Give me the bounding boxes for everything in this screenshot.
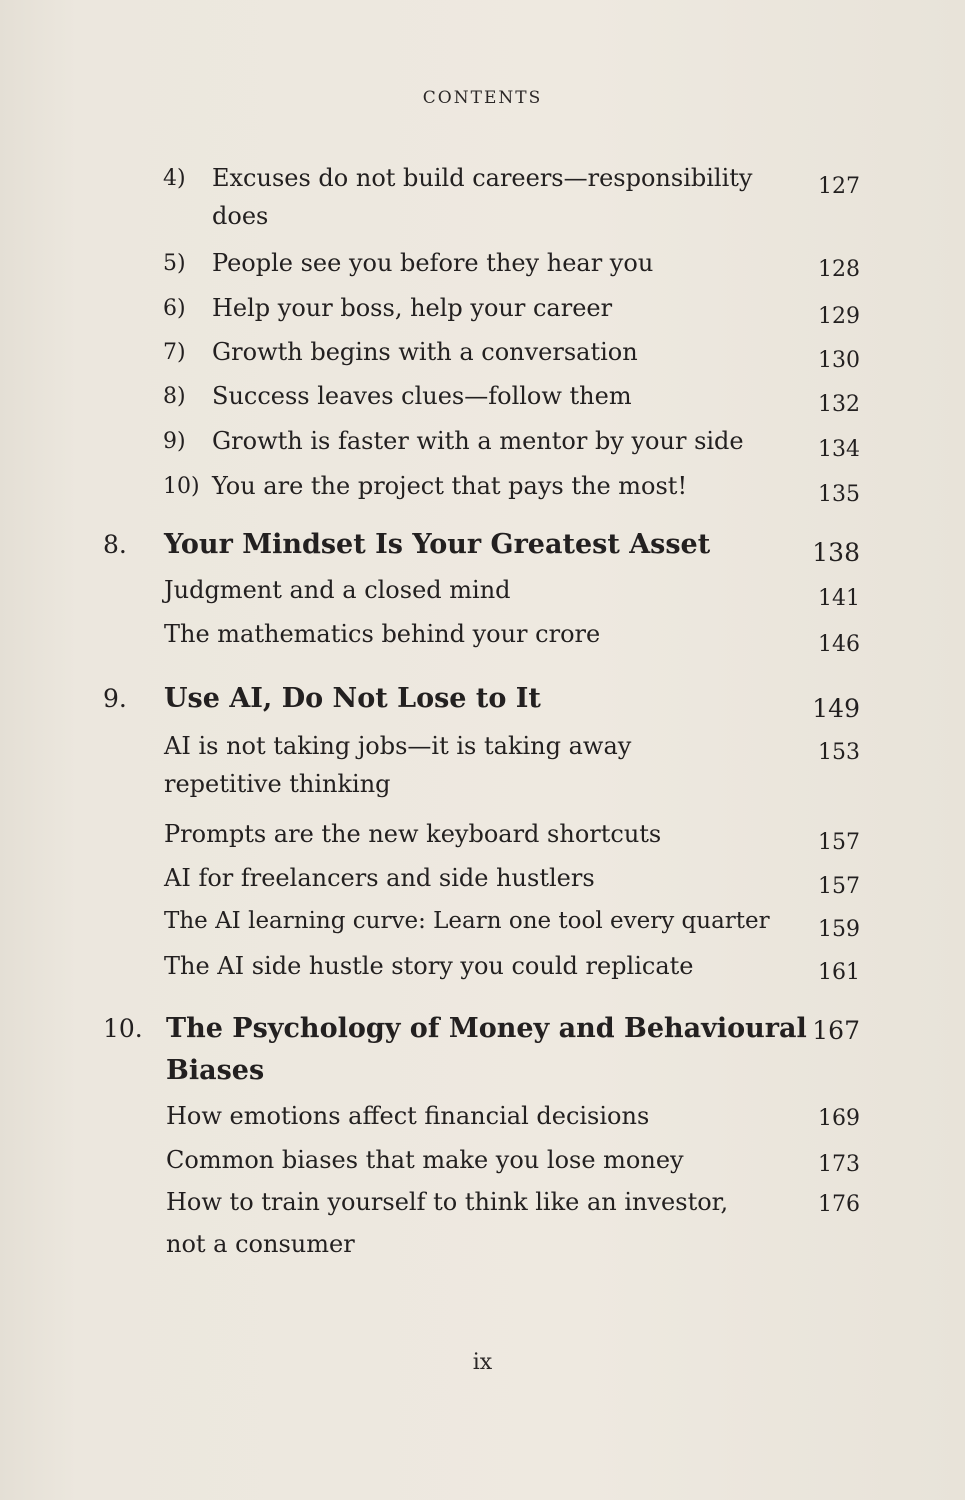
entry-page: 134 xyxy=(818,437,860,462)
entry-page: 141 xyxy=(818,586,860,611)
chapter-title-line: The Psychology of Money and Behavioural xyxy=(166,1013,807,1044)
running-head: CONTENTS xyxy=(422,88,543,108)
entry-title-line: The AI learning curve: Learn one tool every quarter xyxy=(164,908,770,934)
entry-title-line: You are the project that pays the most! xyxy=(212,472,688,500)
entry-title-line: AI for freelancers and side hustlers xyxy=(164,864,595,892)
chapter-page: 149 xyxy=(812,694,860,723)
entry-title-line: does xyxy=(212,202,269,230)
entry-number: 9) xyxy=(163,429,186,454)
entry-title-line: How emotions affect financial decisions xyxy=(166,1102,650,1130)
entry-number: 4) xyxy=(163,166,186,191)
entry-number: 6) xyxy=(163,296,186,321)
entry-title-line: Growth begins with a conversation xyxy=(212,338,638,366)
entry-page: 161 xyxy=(818,960,860,985)
entry-title-line: Help your boss, help your career xyxy=(212,294,613,322)
entry-title-line: The mathematics behind your crore xyxy=(164,620,601,648)
entry-title-line: not a consumer xyxy=(166,1230,355,1258)
entry-title-line: Success leaves clues—follow them xyxy=(212,382,632,410)
entry-number: 10) xyxy=(163,474,200,499)
entry-title-line: Excuses do not build careers—responsibility xyxy=(212,164,753,192)
entry-number: 5) xyxy=(163,251,186,276)
entry-number: 7) xyxy=(163,340,186,365)
entry-page: 127 xyxy=(818,174,860,199)
entry-title-line: Growth is faster with a mentor by your side xyxy=(212,427,744,455)
page-number: ix xyxy=(472,1350,493,1375)
entry-title-line: How to train yourself to think like an investor, xyxy=(166,1188,729,1216)
chapter-number: 8. xyxy=(103,530,127,559)
chapter-page: 167 xyxy=(812,1016,860,1045)
entry-title-line: Common biases that make you lose money xyxy=(166,1146,684,1174)
chapter-page: 138 xyxy=(812,538,860,567)
chapter-number: 10. xyxy=(103,1014,143,1043)
entry-number: 8) xyxy=(163,384,186,409)
entry-page: 176 xyxy=(818,1192,860,1217)
entry-title-line: AI is not taking jobs—it is taking away xyxy=(164,732,632,760)
entry-page: 157 xyxy=(818,874,860,899)
entry-title-line: Judgment and a closed mind xyxy=(164,576,511,604)
entry-title-line: Prompts are the new keyboard shortcuts xyxy=(164,820,662,848)
entry-page: 173 xyxy=(818,1152,860,1177)
entry-page: 129 xyxy=(818,304,860,329)
entry-page: 169 xyxy=(818,1106,860,1131)
entry-page: 132 xyxy=(818,392,860,417)
entry-title-line: repetitive thinking xyxy=(164,770,391,798)
chapter-title-line: Use AI, Do Not Lose to It xyxy=(164,683,541,714)
entry-title-line: People see you before they hear you xyxy=(212,249,654,277)
entry-title-line: The AI side hustle story you could replicate xyxy=(164,952,694,980)
entry-page: 159 xyxy=(818,917,860,942)
entry-page: 146 xyxy=(818,632,860,657)
entry-page: 157 xyxy=(818,830,860,855)
entry-page: 153 xyxy=(818,740,860,765)
chapter-title-line: Biases xyxy=(166,1055,265,1086)
entry-page: 128 xyxy=(818,257,860,282)
chapter-title-line: Your Mindset Is Your Greatest Asset xyxy=(164,529,711,560)
entry-page: 135 xyxy=(818,482,860,507)
chapter-number: 9. xyxy=(103,684,127,713)
entry-page: 130 xyxy=(818,348,860,373)
